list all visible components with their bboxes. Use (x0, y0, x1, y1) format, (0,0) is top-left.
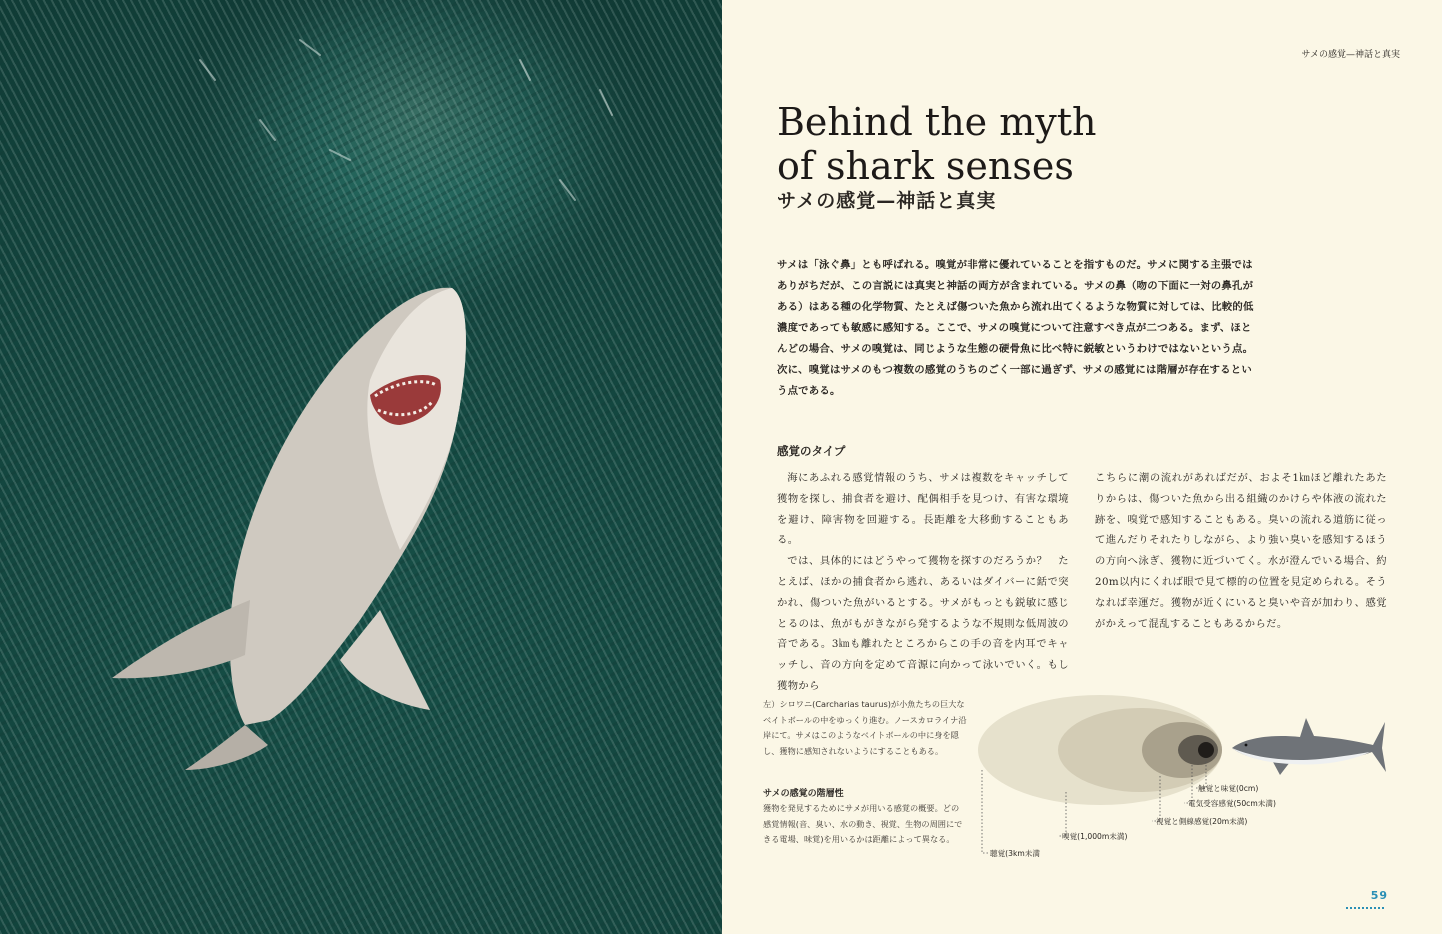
page-number-dots (1346, 907, 1386, 909)
shark-icon (1232, 718, 1386, 775)
section-heading: 感覚のタイプ (777, 444, 846, 458)
label-vision-lateral-line: 視覚と側線感覚(20m未満) (1156, 817, 1248, 826)
range-touch-taste (1198, 742, 1214, 758)
sense-hierarchy-diagram (970, 690, 1400, 870)
running-head: サメの感覚—神話と真実 (1301, 50, 1400, 60)
title-japanese: サメの感覚—神話と真実 (777, 190, 997, 212)
label-smell: 嗅覚(1,000m未満) (1062, 832, 1128, 841)
body-paragraph: 海にあふれる感覚情報のうち、サメは複数をキャッチして獲物を探し、捕食者を避け、配偶相手を見つけ、有害な環境を避け、障害物を回避する。長距離を大移動することもある。 (777, 472, 1069, 547)
photo-caption: 左）シロワニ(Carcharias taurus)が小魚たちの巨大なベイトボールの中をゆっくり進む。ノースカロライナ沿岸にて。サメはこのようなベイトボールの中に身を隠し、獲物に感知されないようにすることもある。 (763, 699, 967, 756)
title-line-2: of shark senses (777, 144, 1074, 188)
label-touch-taste: 触覚と味覚(0cm) (1198, 784, 1259, 793)
body-column-left (777, 468, 1069, 697)
diagram-title: サメの感覚の階層性 (763, 789, 844, 799)
lead-paragraph: サメは「泳ぐ鼻」とも呼ばれる。嗅覚が非常に優れていることを指すものだ。サメに関する主張ではありがちだが、この言説には真実と神話の両方が含まれている。サメの鼻（吻の下面に一対の鼻孔がある）はある種の化学物質、たとえば傷ついた魚から流れ出てくるような物質に対しては、比較的低濃度であっても敏感に感知する。ここで、サメの嗅覚について注意すべき点が二つある。まず、ほとんどの場合、サメの嗅覚は、同じような生態の硬骨魚に比べ特に鋭敏というわけではないという点。次に、嗅覚はサメのもつ複数の感覚のうちのごく一部に過ぎず、サメの感覚には階層が存在するという点である。 (777, 259, 1254, 397)
body-paragraph: こちらに潮の流れがあればだが、およそ1㎞ほど離れたあたりからは、傷ついた魚から出る組織のかけらや体液の流れた跡を、嗅覚で感知することもある。臭いの流れる道筋に従って進んだりそれたりしながら、より強い臭いを感知するほうの方向へ泳ぎ、獲物に近づいてく。水が澄んでいる場合、約20m以内にくれば眼で見て標的の位置を見定められる。そうなれば幸運だ。獲物が近くにいると臭いや音が加わり、感覚がかえって混乱することもあるからだ。 (1095, 472, 1387, 630)
body-paragraph: では、具体的にはどうやって獲物を探すのだろうか？ たとえば、ほかの捕食者から逃れ、あるいはダイバーに銛で突かれ、傷ついた魚がいるとする。サメがもっとも鋭敏に感じとるのは、魚がもがきながら発するような不規則な低周波の音である。3㎞も離れたところからこの手の音を内耳でキャッチし、音の方向を定めて音源に向かって泳いでいく。もし獲物から (777, 555, 1069, 692)
page-number: 59 (1370, 889, 1388, 902)
diagram-caption: 獲物を発見するためにサメが用いる感覚の概要。どの感覚情報(音、臭い、水の動き、視覚、生物の周囲にできる電場、味覚)を用いるかは距離によって異なる。 (763, 803, 963, 844)
label-hearing: 聴覚(3km未満 (990, 849, 1040, 858)
title-english (777, 100, 1197, 188)
body-column-right (1095, 468, 1387, 634)
label-electroreception: 電気受容感覚(50cm未満) (1188, 799, 1276, 808)
title-line-1: Behind the myth (777, 100, 1097, 144)
